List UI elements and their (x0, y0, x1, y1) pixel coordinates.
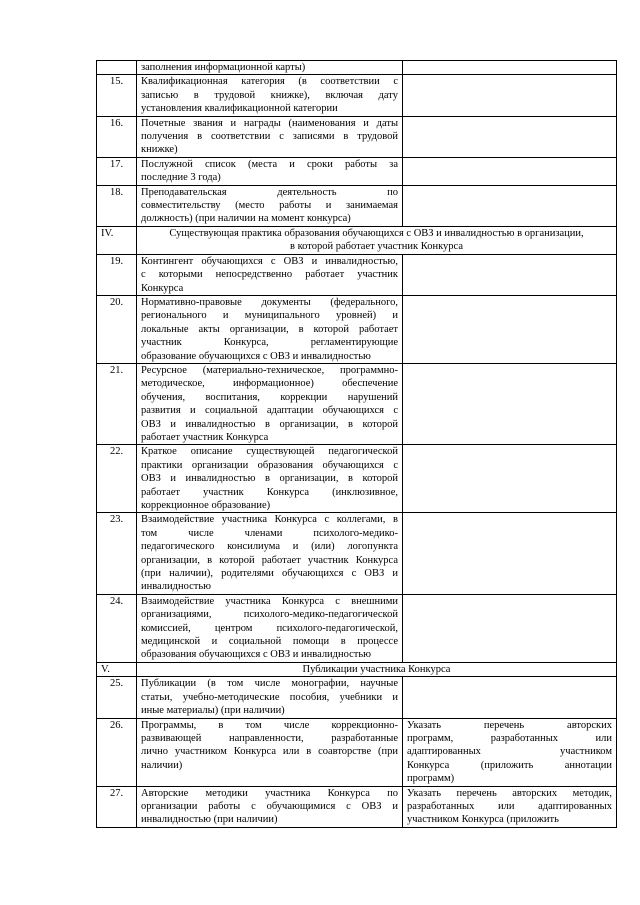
section-row (97, 662, 617, 676)
item-description (137, 718, 403, 786)
item-number: 19. (97, 254, 137, 295)
item-description-line: инвалидностью (141, 581, 212, 593)
item-description-line: Почетные звания и награды (наименования и даты (141, 117, 398, 129)
item-note-cell[interactable] (403, 445, 617, 513)
section-row (97, 226, 617, 254)
item-number: 17. (97, 157, 137, 185)
item-note-cell[interactable] (403, 513, 617, 594)
table-row (97, 513, 617, 594)
item-description-line: Взаимодействие участника Конкурса с внешними (141, 595, 398, 607)
item-number: 24. (97, 594, 137, 662)
item-description-line: развития и социальной адаптации обучающихся с (141, 405, 398, 417)
table-row (97, 61, 617, 75)
item-note-cell[interactable] (403, 363, 617, 444)
item-description-line: работает участник Конкурса (141, 431, 269, 443)
item-note-line: участником Конкурса (приложить (407, 814, 559, 826)
item-description-line: Преподавательская деятельность по (141, 186, 398, 198)
item-description-line: установления квалификационной категории (141, 103, 338, 115)
item-note-cell[interactable] (403, 185, 617, 226)
item-note-cell[interactable] (403, 786, 617, 827)
item-description (137, 786, 403, 827)
item-description-line: развивающей направленности, разработанные (141, 732, 398, 744)
item-description-line: организации работы с обучающимися с ОВЗ и (141, 800, 398, 812)
item-note-cell[interactable] (403, 594, 617, 662)
item-note-line: программ, разработанных или (407, 732, 612, 744)
item-description-line: ОВЗ и инвалидностью в организации, в которой (141, 473, 398, 485)
item-description (137, 295, 403, 363)
item-description-line: статьи, учебно-методические пособия, учебники и (141, 691, 398, 703)
item-description-line: организации, в которой работает участник Конкурса (141, 554, 398, 566)
item-number: 20. (97, 295, 137, 363)
table-row (97, 116, 617, 157)
item-description-line: обучения, воспитания, коррекции нарушений (141, 391, 398, 403)
item-description-line: участник Конкурса, регламентирующие (141, 337, 398, 349)
item-note-cell[interactable] (403, 116, 617, 157)
table-row (97, 594, 617, 662)
table-body (97, 61, 617, 828)
item-note-cell[interactable] (403, 295, 617, 363)
item-note-cell[interactable] (403, 61, 617, 75)
item-description-line: медицинской и социальной помощи в процессе (141, 636, 398, 648)
section-title-line: в которой работает участник Конкурса (290, 241, 463, 253)
item-description-line: Публикации (в том числе монографии, научные (141, 678, 398, 690)
item-description-line: совместительству (место работы и занимаемая (141, 200, 398, 212)
section-title-line: Существующая практика образования обучающихся с ОВЗ и инвалидностью в организации, (169, 227, 584, 239)
item-note-line: Конкурса (приложить аннотации (407, 759, 612, 771)
table-row (97, 75, 617, 116)
item-description-line: с которыми непосредственно работает участник (141, 269, 398, 281)
item-description-line: инвалидностью (при наличии) (141, 814, 278, 826)
table-row (97, 363, 617, 444)
section-title-line: Публикации участника Конкурса (302, 663, 451, 675)
item-description-line: Контингент обучающихся с ОВЗ и инвалидностью, (141, 255, 398, 267)
item-description (137, 61, 403, 75)
item-description-line: получения в соответствии с записями в трудовой (141, 131, 398, 143)
item-description-line: образования обучающихся с ОВЗ и инвалидностью (141, 649, 372, 661)
item-description-line: Программы, в том числе коррекционно- (141, 719, 398, 731)
item-description-line: Послужной список (места и сроки работы за (141, 158, 398, 170)
table-row (97, 718, 617, 786)
item-description (137, 677, 403, 718)
item-description-line: коррекционное образование) (141, 500, 271, 511)
item-note-line: разработанных или адаптированных (407, 800, 612, 812)
item-note-cell[interactable] (403, 254, 617, 295)
item-description (137, 185, 403, 226)
table-row (97, 295, 617, 363)
item-description (137, 157, 403, 185)
item-number: 16. (97, 116, 137, 157)
item-description-line: регионального и муниципального уровней) и (141, 310, 398, 322)
item-description-line: Конкурса (141, 282, 184, 294)
section-number: IV. (97, 226, 137, 254)
table-row (97, 254, 617, 295)
item-note-cell[interactable] (403, 75, 617, 116)
item-description (137, 116, 403, 157)
item-description-line: Авторские методики участника Конкурса по (141, 787, 398, 799)
item-description-line: практики организации образования обучающихся с (141, 459, 398, 471)
item-description (137, 594, 403, 662)
item-description-line: работает участник Конкурса (инклюзивное, (141, 486, 398, 498)
item-number (97, 61, 137, 75)
item-description-line: организациями, психолого-медико-педагогической (141, 609, 398, 621)
item-description (137, 75, 403, 116)
item-description (137, 513, 403, 594)
item-description-line: Квалификационная категория (в соответствии с (141, 76, 398, 88)
item-number: 27. (97, 786, 137, 827)
item-description-line: должность) (при наличии на момент конкурса) (141, 213, 351, 225)
item-description-line: Взаимодействие участника Конкурса с коллегами, в (141, 514, 398, 526)
item-note-cell[interactable] (403, 157, 617, 185)
item-description-line: ОВЗ и инвалидностью в организации, в которой (141, 418, 398, 430)
section-number: V. (97, 662, 137, 676)
item-number: 21. (97, 363, 137, 444)
item-description (137, 445, 403, 513)
item-description-line: лично участником Конкурса или в соавторстве (при (141, 746, 398, 758)
item-description-line: последние 3 года) (141, 172, 221, 184)
item-description-line: иные материалы) (при наличии) (141, 705, 285, 717)
item-description-line: образование обучающихся с ОВЗ и инвалидностью (141, 350, 371, 362)
item-description (137, 363, 403, 444)
item-note-line: программ) (407, 773, 455, 785)
item-description-line: методическое, информационное) обеспечение (141, 378, 398, 390)
item-description-line: книжке) (141, 144, 178, 156)
item-description-line: наличии) (141, 759, 183, 771)
table-row (97, 677, 617, 718)
item-description-line: записью в трудовой книжке), включая дату (141, 89, 398, 101)
item-note-cell[interactable] (403, 718, 617, 786)
item-description-line: Нормативно-правовые документы (федерального, (141, 296, 398, 308)
item-description-line: комиссией, центром психолого-педагогической, (141, 622, 398, 634)
item-description-line: Краткое описание существующей педагогической (141, 446, 398, 458)
table-row (97, 445, 617, 513)
item-description-line: том числе членами психолого-медико- (141, 527, 398, 539)
section-title (137, 226, 617, 254)
item-description-line: заполнения информационной карты) (141, 62, 306, 73)
item-description (137, 254, 403, 295)
item-number: 23. (97, 513, 137, 594)
table-row (97, 185, 617, 226)
table-row (97, 786, 617, 827)
section-title (137, 662, 617, 676)
table-row (97, 157, 617, 185)
item-note-cell[interactable] (403, 677, 617, 718)
item-note-line: Указать перечень авторских методик, (407, 787, 612, 799)
item-number: 18. (97, 185, 137, 226)
item-number: 22. (97, 445, 137, 513)
item-description-line: локальные акты организации, в которой работает (141, 323, 398, 335)
competition-info-card-table (96, 60, 617, 828)
item-description-line: педагогического консилиума и (или) логопункта (141, 541, 398, 553)
item-number: 15. (97, 75, 137, 116)
item-description-line: (при наличии), родителями обучающихся с ОВЗ и (141, 568, 398, 580)
item-number: 25. (97, 677, 137, 718)
item-description-line: Ресурсное (материально-техническое, программно- (141, 364, 398, 376)
item-note-line: адаптированных участником (407, 746, 612, 758)
item-note-line: Указать перечень авторских (407, 719, 612, 731)
item-number: 26. (97, 718, 137, 786)
